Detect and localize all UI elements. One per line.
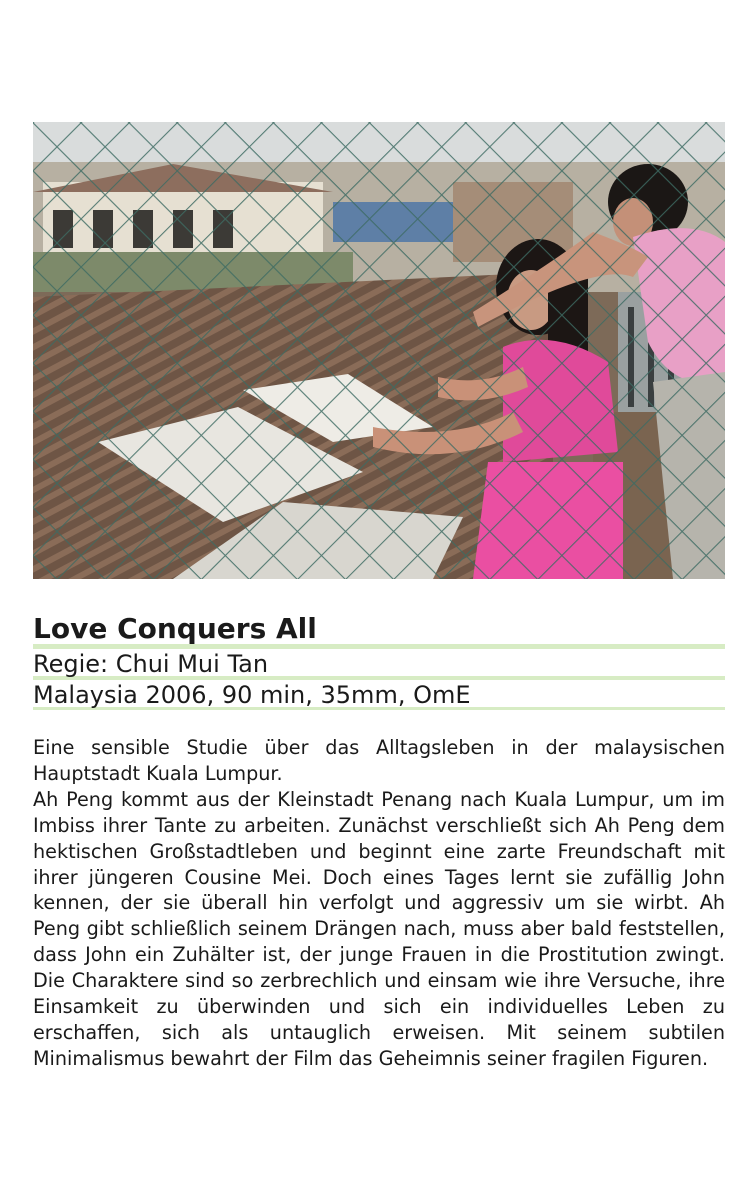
director-line: Regie: Chui Mui Tan: [33, 650, 269, 678]
production-line: Malaysia 2006, 90 min, 35mm, OmE: [33, 681, 471, 709]
film-description: [33, 735, 725, 1072]
description-intro: Eine sensible Studie über das Alltagsleben in der malaysischen Hauptstadt Kuala Lumpur.: [33, 736, 725, 785]
film-still-illustration: [33, 122, 725, 579]
description-synopsis: Ah Peng kommt aus der Kleinstadt Penang nach Kuala Lumpur, um im Imbiss ihrer Tante zu arbeiten. Zunächst verschließt sich Ah Peng dem hektischen Großstadtleben und beginnt eine zarte Freundschaft mit ihrer jüngeren Cousine Mei. Doch eines Tages lernt sie zufällig John kennen, der sie überall hin verfolgt und aggressiv um sie wirbt. Ah Peng gibt schließlich seinem Drängen nach, muss aber bald feststellen, dass John ein Zuhälter ist, der junge Frauen in die Prostitution zwingt. Die Charaktere sind so zerbrechlich und einsam wie ihre Versuche, ihre Einsamkeit zu überwinden und sich ein individuelles Leben zu erschaffen, sich als untauglich erweisen. Mit seinem subtilen Minimalismus bewahrt der Film das Geheimnis seiner fragilen Figuren.: [33, 787, 725, 1070]
film-still: [33, 122, 725, 579]
film-title: Love Conquers All: [33, 612, 317, 645]
